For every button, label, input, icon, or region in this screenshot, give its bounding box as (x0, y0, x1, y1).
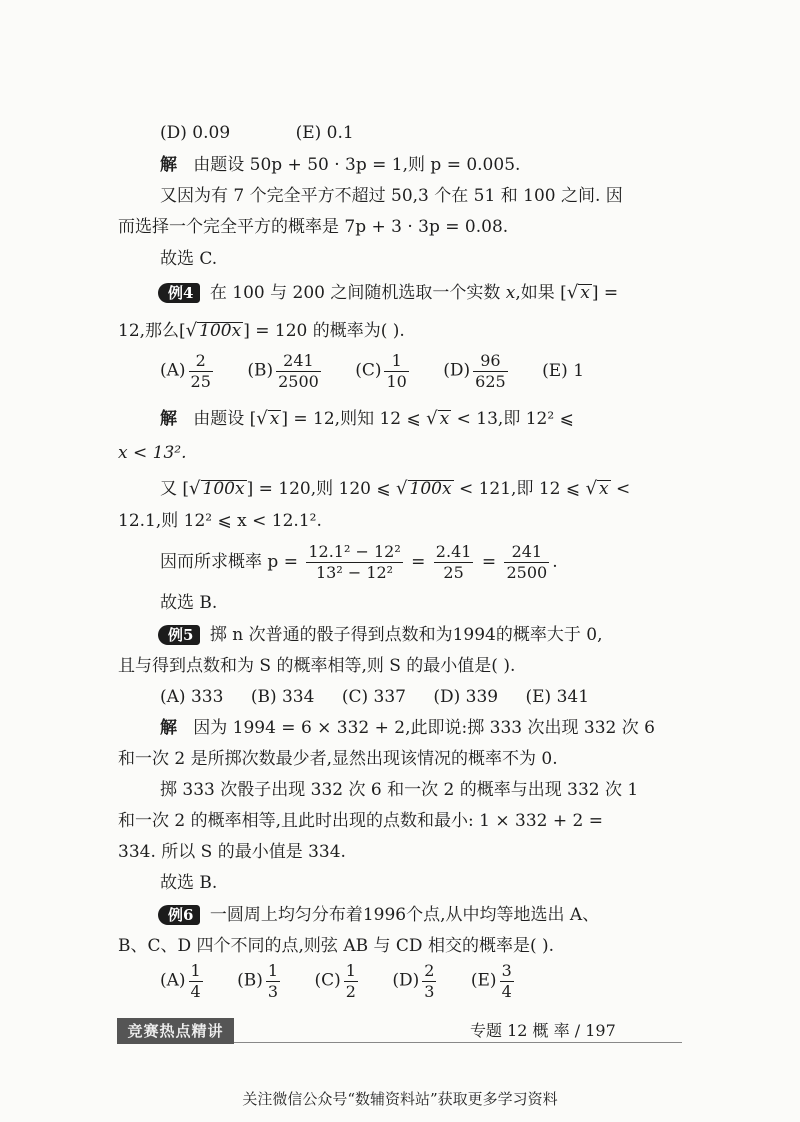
example-5-line (158, 622, 603, 648)
probability-formula: 因而所求概率 p = $\frac{\text{12.1² − 12²}}{\text{13² − 12²}}$ = $\frac{2.41}{25}$ = $\frac{241}{2500}$ . (160, 542, 558, 582)
text: < 121,即 12 ⩽ (453, 479, 586, 499)
solution-line: 而选择一个完全平方的概率是 7p + 3 · 3p = 0.08. (118, 217, 509, 237)
solution-line (160, 476, 630, 502)
solution-line (160, 406, 574, 432)
text: ,如果 [ (515, 283, 567, 303)
running-footer (470, 1018, 616, 1044)
option-c: (C) $\frac{1}{10}$ (355, 351, 407, 391)
math-var: x (505, 283, 516, 303)
option-c: (C) $\frac{1}{2}$ (314, 961, 356, 1001)
example-6-line (158, 902, 599, 928)
sqrt-x: √ x (585, 478, 609, 499)
text: 在 100 与 200 之间随机选取一个实数 (209, 283, 506, 303)
text: ] = 120,则 120 ⩽ (246, 479, 397, 499)
solution-line: 和一次 2 的概率相等,且此时出现的点数和最小: 1 × 332 + 2 = (118, 811, 603, 831)
solution-label: 解 (160, 718, 177, 738)
text: 掷 n 次普通的骰子得到点数和为1994的概率大于 0, (209, 625, 603, 645)
option-d: (D) 0.09 (160, 123, 231, 143)
solution-line: 和一次 2 是所掷次数最少者,显然出现该情况的概率不为 0. (118, 749, 558, 769)
option-d: (D) $\frac{2}{3}$ (392, 961, 435, 1001)
radicand: x (580, 283, 590, 303)
answer-line: 故选 C. (160, 249, 218, 269)
solution-line (160, 152, 520, 178)
option-e: (E) $\frac{3}{4}$ (470, 961, 512, 1001)
sqrt-100x: √ 100x (189, 478, 245, 499)
answer-line: 故选 B. (160, 593, 218, 613)
option-e: (E) 1 (542, 360, 585, 381)
option-d: (D) 339 (433, 687, 499, 707)
text: 12,那么[ (118, 321, 186, 341)
text: < 13,即 12² ⩽ (451, 409, 574, 429)
options-row (160, 352, 610, 390)
text: 又 [ (160, 479, 190, 499)
example-badge: 例6 (158, 905, 200, 925)
options-row (160, 684, 589, 710)
option-a: (A) 333 (160, 687, 224, 707)
solution-line: 掷 333 次骰子出现 332 次 6 和一次 2 的概率与出现 332 次 1 (160, 780, 639, 800)
option-a: (A) $\frac{1}{4}$ (160, 961, 201, 1001)
solution-line: x < 13². (118, 443, 187, 463)
sqrt-x: √ x (256, 408, 280, 429)
example-5-line: 且与得到点数和为 S 的概率相等,则 S 的最小值是( ). (118, 656, 516, 676)
answer-line: 故选 B. (160, 873, 218, 893)
text: 因而所求概率 p = (160, 552, 304, 572)
example-4-line (118, 318, 405, 344)
sqrt-x: √ x (426, 408, 450, 429)
text: ] = 12,则知 12 ⩽ (281, 409, 427, 429)
option-e: (E) 0.1 (295, 123, 354, 143)
solution-line: 334. 所以 S 的最小值是 334. (118, 842, 346, 862)
radicand: 100x (199, 321, 242, 341)
option-b: (B) 334 (250, 687, 315, 707)
solution-line: 又因为有 7 个完全平方不超过 50,3 个在 51 和 100 之间. 因 (160, 186, 623, 206)
option-b: (B) $\frac{241}{2500}$ (247, 351, 319, 391)
options-row (160, 962, 543, 1000)
page-number: 197 (585, 1021, 616, 1040)
option-c: (C) 337 (341, 687, 406, 707)
watermark-text: 关注微信公众号“数辅资料站”获取更多学习资料 (242, 1090, 558, 1108)
option-row (160, 120, 380, 146)
fraction: $\frac{2.41}{25}$ (435, 542, 472, 582)
sqrt-x: √ x (566, 282, 590, 303)
text: ] = 120 的概率为( ). (243, 321, 405, 341)
example-badge: 例5 (158, 625, 200, 645)
fraction: $\frac{241}{2500}$ (506, 542, 548, 582)
option-b: (B) $\frac{1}{3}$ (237, 961, 279, 1001)
text: 由题设 [ (193, 409, 257, 429)
solution-line (160, 715, 655, 741)
solution-line: 12.1,则 12² ⩽ x < 12.1². (118, 511, 322, 531)
chapter-label: 专题 12 概 率 / (470, 1021, 581, 1040)
text: 因为 1994 = 6 × 332 + 2,此即说:掷 333 次出现 332 次 6 (193, 718, 655, 738)
solution-text: 由题设 50p + 50 · 3p = 1,则 p = 0.005. (193, 155, 521, 175)
series-title-box: 竞赛热点精讲 (117, 1018, 234, 1044)
fraction: $\frac{\text{12.1² − 12²}}{\text{13² − 12²}}$ (308, 542, 401, 582)
option-a: (A) $\frac{2}{25}$ (160, 351, 211, 391)
text: ] = (591, 283, 619, 303)
example-badge: 例4 (158, 283, 200, 303)
text: 一圆周上均匀分布着1996个点,从中均等地选出 A、 (209, 905, 600, 925)
solution-label: 解 (160, 409, 177, 429)
example-6-line: B、C、D 四个不同的点,则弦 AB 与 CD 相交的概率是( ). (118, 936, 555, 956)
option-d: (D) $\frac{96}{625}$ (443, 351, 506, 391)
solution-label: 解 (160, 155, 177, 175)
sqrt-100x: √ 100x (185, 320, 242, 341)
example-4-line (158, 280, 618, 306)
text: < (610, 479, 631, 499)
sqrt-100x: √ 100x (396, 478, 452, 499)
option-e: (E) 341 (525, 687, 590, 707)
